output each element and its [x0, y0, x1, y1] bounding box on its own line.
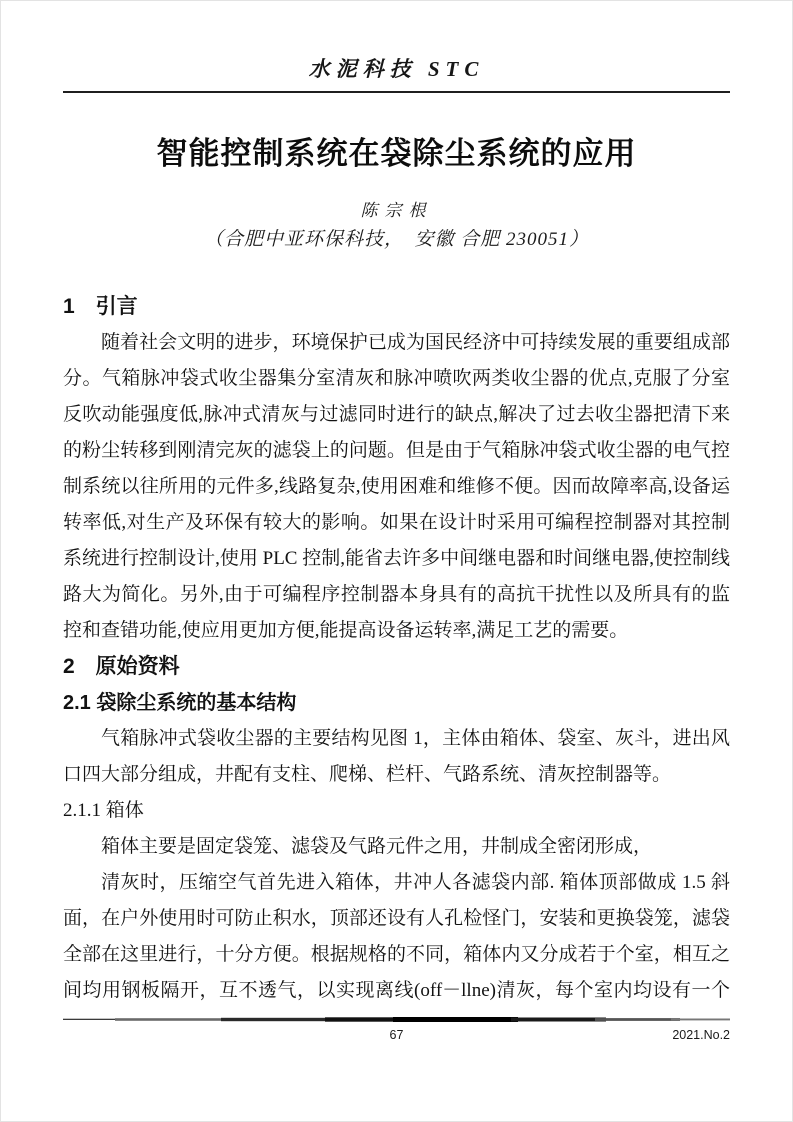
author-affiliation: （合肥中亚环保科技， 安徽 合肥 230051） [203, 229, 589, 250]
section-2-1-1-paragraph-1: 箱体主要是固定袋笼、滤袋及气路元件之用，井制成全密闭形成， [101, 836, 653, 857]
journal-running-head: 水泥科技 STC [308, 57, 485, 81]
section-heading-2-1: 2.1 袋除尘系统的基本结构 [63, 692, 297, 714]
footer-row [63, 1027, 730, 1043]
section-heading-1: 1 引言 [63, 295, 138, 318]
page-number: 67 [389, 1028, 404, 1042]
page-footer [63, 1016, 730, 1043]
header-rule [63, 91, 730, 93]
author-name: 陈宗根 [360, 201, 433, 220]
article-title: 智能控制系统在袋除尘系统的应用 [156, 136, 637, 171]
article-body [63, 289, 730, 1009]
section-2-1-paragraph: 气箱脉冲式袋收尘器的主要结构见图 1，主体由箱体、袋室、灰斗，进出风口四大部分组成，井配有支柱、爬梯、栏杆、气路系统、清灰控制器等。 [63, 728, 730, 785]
section-1-paragraph: 随着社会文明的进步，环境保护已成为国民经济中可持续发展的重要组成部分。气箱脉冲袋式收尘器集分室清灰和脉冲喷吹两类收尘器的优点,克服了分室反吹动能强度低,脉冲式清灰与过滤同时进行的缺点,解决了过去收尘器把清下来的粉尘转移到刚清完灰的滤袋上的问题。但是由于气箱脉冲袋式收尘器的电气控制系统以往所用的元件多,线路复杂,使用困难和维修不便。因而故障率高,设备运转率低,对生产及环保有较大的影响。如果在设计时采用可编程控制器对其控制系统进行控制设计,使用 PLC 控制,能省去许多中间继电器和时间继电器,使控制线路大为简化。另外,由于可编程序控制器本身具有的高抗干扰性以及所具有的监控和查错功能,使应用更加方便,能提高设备运转率,满足工艺的需要。 [63, 332, 730, 641]
section-heading-2-1-1: 2.1.1 箱体 [63, 800, 144, 821]
section-heading-2: 2 原始资料 [63, 655, 180, 678]
issue-label: 2021.No.2 [672, 1028, 730, 1042]
footer-rule [63, 1016, 730, 1023]
section-2-1-1-paragraph-2: 清灰时，压缩空气首先进入箱体，井冲人各滤袋内部. 箱体顶部做成 1.5 斜面，在户外使用时可防止积水，顶部还设有人孔检怪门，安装和更换袋笼，滤袋全部在这里进行，十分方便。根据规格的不同，箱体内又分成若于个室，相互之间均用钢板隔开，互不透气，以实现离线(off－llne)清灰，每个室内均设有一个 [63, 872, 730, 1001]
